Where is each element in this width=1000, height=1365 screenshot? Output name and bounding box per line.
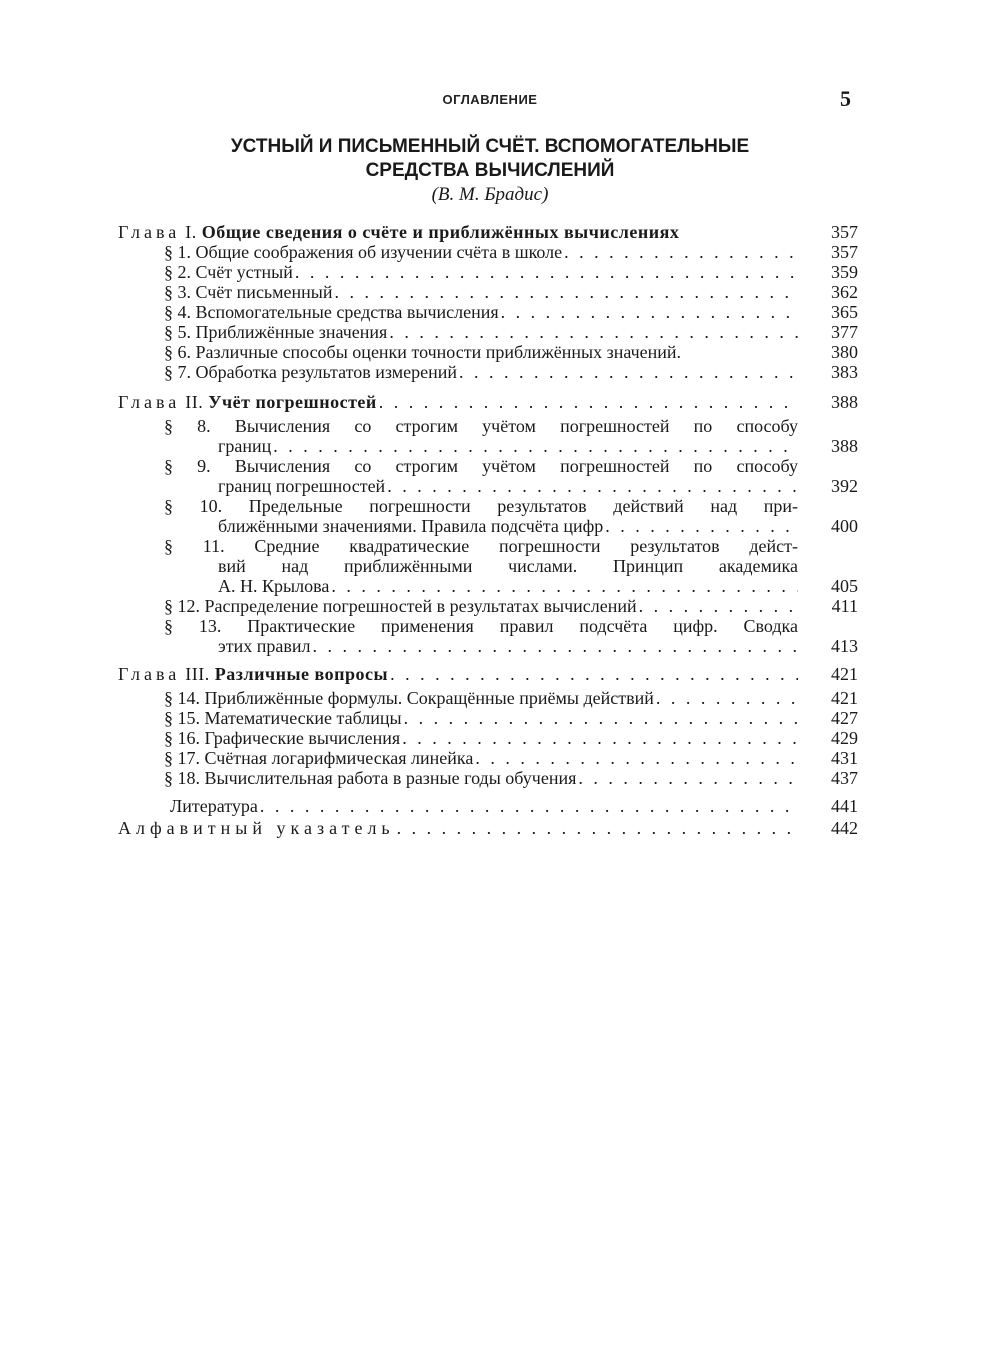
- running-head: ОГЛАВЛЕНИЕ: [442, 92, 538, 107]
- page-ref: 441: [808, 796, 858, 816]
- part-title-line2: СРЕДСТВА ВЫЧИСЛЕНИЙ: [365, 160, 615, 181]
- section-number: § 8.: [164, 416, 211, 436]
- section-number: § 17.: [164, 748, 200, 768]
- section-title-line1: Вычисления со строгим учётом погрешностей по способу: [234, 416, 799, 436]
- toc-section-2[interactable]: [118, 262, 858, 282]
- page-ref: 431: [808, 748, 858, 768]
- chapter-label: Глава: [118, 664, 181, 684]
- toc-section-5[interactable]: [118, 322, 858, 342]
- page-ref: 362: [808, 282, 858, 302]
- section-number: § 15.: [164, 708, 200, 728]
- section-title: Обработка результатов измерений: [195, 362, 458, 382]
- section-title-line2: этих правил: [218, 636, 311, 656]
- section-number: § 7.: [164, 362, 191, 382]
- section-title-line2: ближёнными значениями. Правила подсчёта цифр: [218, 516, 604, 536]
- page-ref: 388: [808, 392, 858, 412]
- chapter-label: Глава: [118, 222, 181, 242]
- page-ref: 442: [808, 818, 858, 838]
- section-number: § 13.: [164, 616, 222, 636]
- section-title-line2: вий над приближёнными числами. Принцип академика: [218, 556, 798, 576]
- section-number: § 10.: [164, 496, 223, 516]
- toc-section-11[interactable]: [118, 536, 858, 596]
- section-number: § 4.: [164, 302, 191, 322]
- literature-title: Литература: [170, 796, 258, 816]
- section-number: § 3.: [164, 282, 191, 302]
- toc-section-4[interactable]: [118, 302, 858, 322]
- section-number: § 14.: [164, 688, 200, 708]
- toc-section-16[interactable]: [118, 728, 858, 748]
- section-number: § 11.: [164, 536, 225, 556]
- toc-section-3[interactable]: [118, 282, 858, 302]
- chapter-title: Общие сведения о счёте и приближённых вычислениях: [201, 222, 680, 242]
- page-ref: 392: [808, 476, 858, 496]
- page-ref: 427: [808, 708, 858, 728]
- chapter-roman: I.: [185, 222, 197, 242]
- section-title: Распределение погрешностей в результатах вычислений: [204, 596, 637, 616]
- section-title: Вычислительная работа в разные годы обучения: [204, 768, 577, 788]
- section-title-line1: Средние квадратические погрешности результатов дейст-: [254, 536, 798, 556]
- section-title: Приближённые значения: [195, 322, 388, 342]
- section-title: Приближённые формулы. Сокращённые приёмы действий: [204, 688, 654, 708]
- toc-literature[interactable]: [118, 796, 858, 816]
- page-ref: 380: [808, 342, 858, 362]
- page-ref: 411: [808, 596, 858, 616]
- section-title-line1: Предельные погрешности результатов действий над при-: [248, 496, 799, 516]
- section-number: § 16.: [164, 728, 200, 748]
- section-title: Счёт письменный: [195, 282, 333, 302]
- page-ref: 357: [808, 242, 858, 262]
- page-ref: 437: [808, 768, 858, 788]
- chapter-title: Учёт погрешностей: [208, 392, 377, 412]
- page-ref: 405: [808, 576, 858, 596]
- table-of-contents: [118, 216, 858, 838]
- section-title-line3: А. Н. Крылова: [218, 576, 330, 596]
- toc-section-18[interactable]: [118, 768, 858, 788]
- section-number: § 2.: [164, 262, 191, 282]
- section-title: Вспомогательные средства вычисления: [195, 302, 499, 322]
- part-title: [0, 135, 980, 183]
- section-number: § 18.: [164, 768, 200, 788]
- toc-section-9[interactable]: [118, 456, 858, 496]
- section-number: § 6.: [164, 342, 191, 362]
- toc-section-8[interactable]: [118, 416, 858, 456]
- section-title: Математические таблицы: [204, 708, 402, 728]
- page-ref: 383: [808, 362, 858, 382]
- chapter-roman: III.: [185, 664, 210, 684]
- index-title: Алфавитный указатель: [118, 818, 395, 838]
- page-ref: 365: [808, 302, 858, 322]
- toc-chapter-2[interactable]: [118, 392, 858, 412]
- page-ref: 429: [808, 728, 858, 748]
- toc-section-10[interactable]: [118, 496, 858, 536]
- chapter-title: Различные вопросы: [214, 664, 389, 684]
- toc-section-7[interactable]: [118, 362, 858, 382]
- section-title-line1: Практические применения правил подсчёта цифр. Сводка: [247, 616, 799, 636]
- toc-section-14[interactable]: [118, 688, 858, 708]
- chapter-roman: II.: [185, 392, 204, 412]
- toc-section-12[interactable]: [118, 596, 858, 616]
- page-ref: 400: [808, 516, 858, 536]
- toc-section-1[interactable]: [118, 242, 858, 262]
- toc-section-17[interactable]: [118, 748, 858, 768]
- section-title-line2: границ погрешностей: [218, 476, 386, 496]
- toc-section-13[interactable]: [118, 616, 858, 656]
- page-ref: 388: [808, 436, 858, 456]
- part-title-line1: УСТНЫЙ И ПИСЬМЕННЫЙ СЧЁТ. ВСПОМОГАТЕЛЬНЫЕ: [230, 136, 750, 157]
- section-title: Различные способы оценки точности приближённых значений.: [195, 342, 682, 362]
- section-title-line1: Вычисления со строгим учётом погрешностей по способу: [234, 456, 799, 476]
- page-ref: 377: [808, 322, 858, 342]
- section-title-line2: границ: [218, 436, 272, 456]
- toc-index[interactable]: [118, 818, 858, 838]
- toc-chapter-3[interactable]: [118, 664, 858, 684]
- section-title: Общие соображения об изучении счёта в школе: [195, 242, 563, 262]
- section-number: § 12.: [164, 596, 200, 616]
- section-title: Счёт устный: [195, 262, 293, 282]
- section-number: § 5.: [164, 322, 191, 342]
- toc-section-15[interactable]: [118, 708, 858, 728]
- section-title: Счётная логарифмическая линейка: [204, 748, 474, 768]
- toc-chapter-1[interactable]: [118, 222, 858, 242]
- toc-section-6[interactable]: [118, 342, 858, 362]
- page-ref: 421: [808, 688, 858, 708]
- page-ref: 413: [808, 636, 858, 656]
- section-number: § 9.: [164, 456, 211, 476]
- section-title: Графические вычисления: [204, 728, 401, 748]
- chapter-label: Глава: [118, 392, 181, 412]
- page-ref: 359: [808, 262, 858, 282]
- page-ref: 357: [808, 222, 858, 242]
- part-author: (В. М. Брадис): [431, 184, 549, 205]
- page-ref: 421: [808, 664, 858, 684]
- page-number: 5: [840, 86, 851, 111]
- section-number: § 1.: [164, 242, 191, 262]
